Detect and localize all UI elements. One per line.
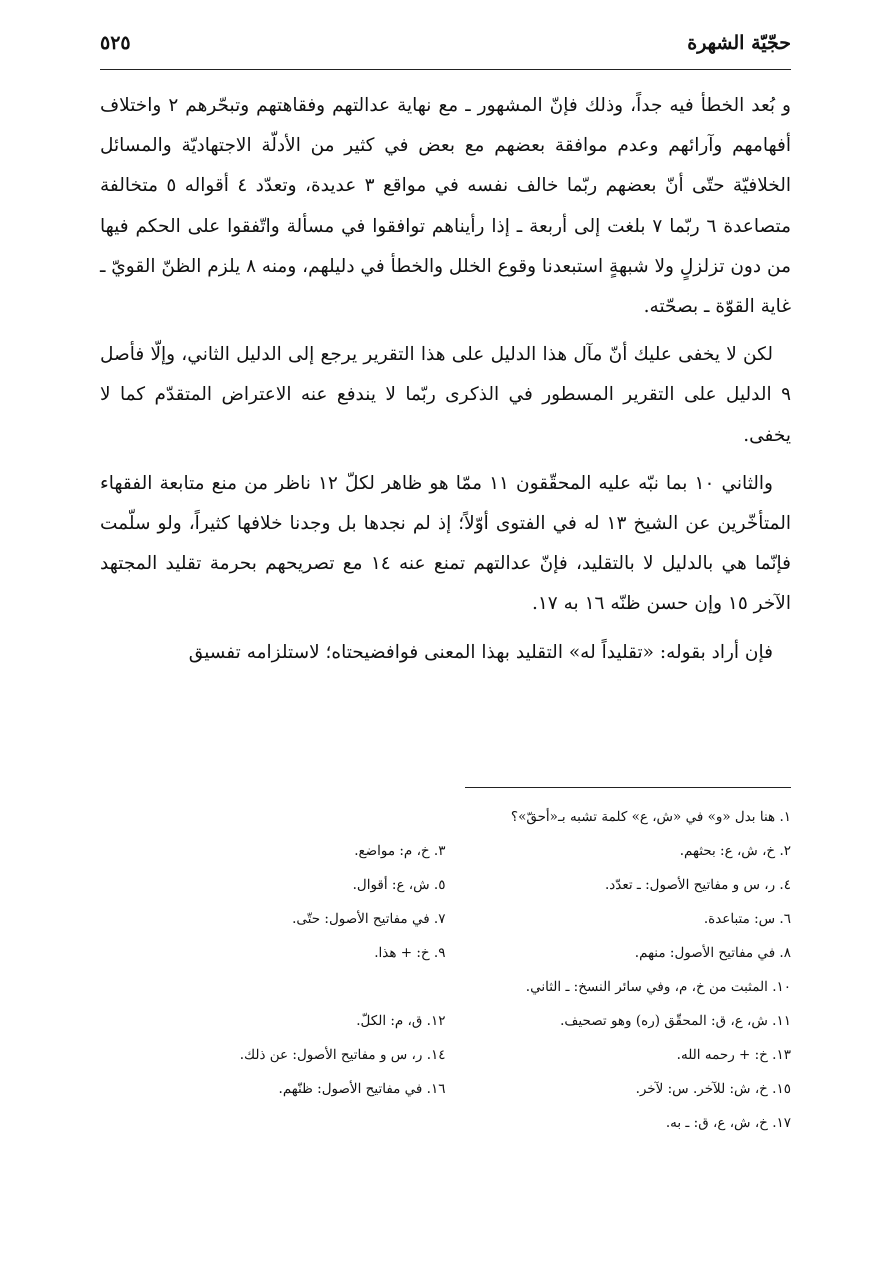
footnote-6: ٦. س: متباعدة.: [703, 911, 791, 927]
footnote-13: ١٣. خ: + رحمه الله.: [676, 1047, 791, 1063]
footnote-8: ٨. في مفاتيح الأصول: منهم.: [634, 945, 791, 961]
running-header: [100, 22, 791, 70]
paragraph-3: والثاني ١٠ بما نبّه عليه المحقّقون ١١ ممّا هو ظاهر لكلّ ١٢ ناظر من منع متابعة الفقهاء المتأخّرين عن الشيخ ١٣ له في الفتوى أوّلاً؛ إذ لم نجدها بل وجدنا خلافها كثيراً، ولو سلّمت فإنّما هي بالدليل لا بالتقليد، فإنّ عدالتهم تمنع عنه ١٤ مع تصريحهم بحرمة تقليد المجتهد الآخر ١٥ وإن حسن ظنّه ١٦ به ١٧.: [100, 472, 791, 615]
footnote-14: ١٤. ر، س و مفاتيح الأصول: عن ذلك.: [239, 1047, 446, 1063]
paragraph-4: فإن أراد بقوله: «تقليداً له» التقليد بهذا المعنى فوافضيحتاه؛ لاستلزامه تفسيق: [188, 641, 773, 663]
paragraph-1: و بُعد الخطأ فيه جداً، وذلك فإنّ المشهور ـ مع نهاية عدالتهم وفقاهتهم وتبحّرهم ٢ واختلاف أفهامهم وآرائهم وعدم موافقة بعضهم مع بعض في كثير من الأدلّة الاجتهاديّة والمسائل الخلافيّة حتّى أنّ بعضهم ربّما خالف نفسه في مواقع ٣ عديدة، وتعدّد ٤ أقواله ٥ متخالفة متصاعدة ٦ ربّما ٧ بلغت إلى أربعة ـ إذا رأيناهم توافقوا في مسألة واتّفقوا على الحكم فيها من دون تزلزلٍ ولا شبهةٍ استبعدنا وقوع الخلل والخطأ في دليلهم، ومنه ٨ يلزم الظنّ القويّ ـ غاية القوّة ـ بصحّته.: [100, 95, 791, 318]
footnote-separator: [465, 787, 791, 788]
footnote-row: [100, 834, 791, 868]
footnote-2: ٢. خ، ش، ع: بحثهم.: [679, 843, 791, 859]
footnote-3: ٣. خ، م: مواضع.: [354, 843, 446, 859]
chapter-title: حجّيّة الشهرة: [687, 32, 791, 54]
footnote-5: ٥. ش، ع: أقوال.: [352, 877, 446, 893]
footnote-7: ٧. في مفاتيح الأصول: حتّى.: [292, 911, 446, 927]
footnote-15: ١٥. خ، ش: للآخر. س: لآخر.: [635, 1081, 791, 1097]
footnote-9: ٩. خ: + هذا.: [374, 945, 446, 961]
footnote-12: ١٢. ق، م: الكلّ.: [356, 1013, 446, 1029]
footnote-11: ١١. ش، ع، ق: المحقّق (ره) وهو تصحيف.: [560, 1013, 791, 1029]
footnote-row: [100, 1106, 791, 1140]
header-rule: [100, 69, 791, 70]
footnote-1: ١. هنا بدل «و» في «ش، ع» كلمة تشبه بـ«أحقّ»؟: [510, 809, 791, 825]
footnote-row: [100, 800, 791, 834]
footnotes: [100, 800, 791, 1140]
footnote-10: ١٠. المثبت من خ، م، وفي سائر النسخ: ـ الثاني.: [525, 979, 791, 995]
footnote-row: [100, 936, 791, 970]
footnote-row: [100, 1038, 791, 1072]
footnote-row: [100, 902, 791, 936]
footnote-4: ٤. ر، س و مفاتيح الأصول: ـ تعدّد.: [604, 877, 791, 893]
page-number: ٥٢٥: [100, 32, 131, 54]
paragraph-2: لكن لا يخفى عليك أنّ مآل هذا الدليل على هذا التقرير يرجع إلى الدليل الثاني، وإلّا فأصل ٩ الدليل على التقرير المسطور في الذكرى ربّما لا يندفع عنه الاعتراض المتقدّم كما لا يخفى.: [100, 344, 791, 446]
footnote-row: [100, 868, 791, 902]
main-text: [100, 86, 791, 681]
footnote-row: [100, 1072, 791, 1106]
footnote-row: [100, 970, 791, 1004]
footnote-17: ١٧. خ، ش، ع، ق: ـ به.: [665, 1115, 791, 1131]
footnote-row: [100, 1004, 791, 1038]
footnote-16: ١٦. في مفاتيح الأصول: ظنّهم.: [278, 1081, 446, 1097]
